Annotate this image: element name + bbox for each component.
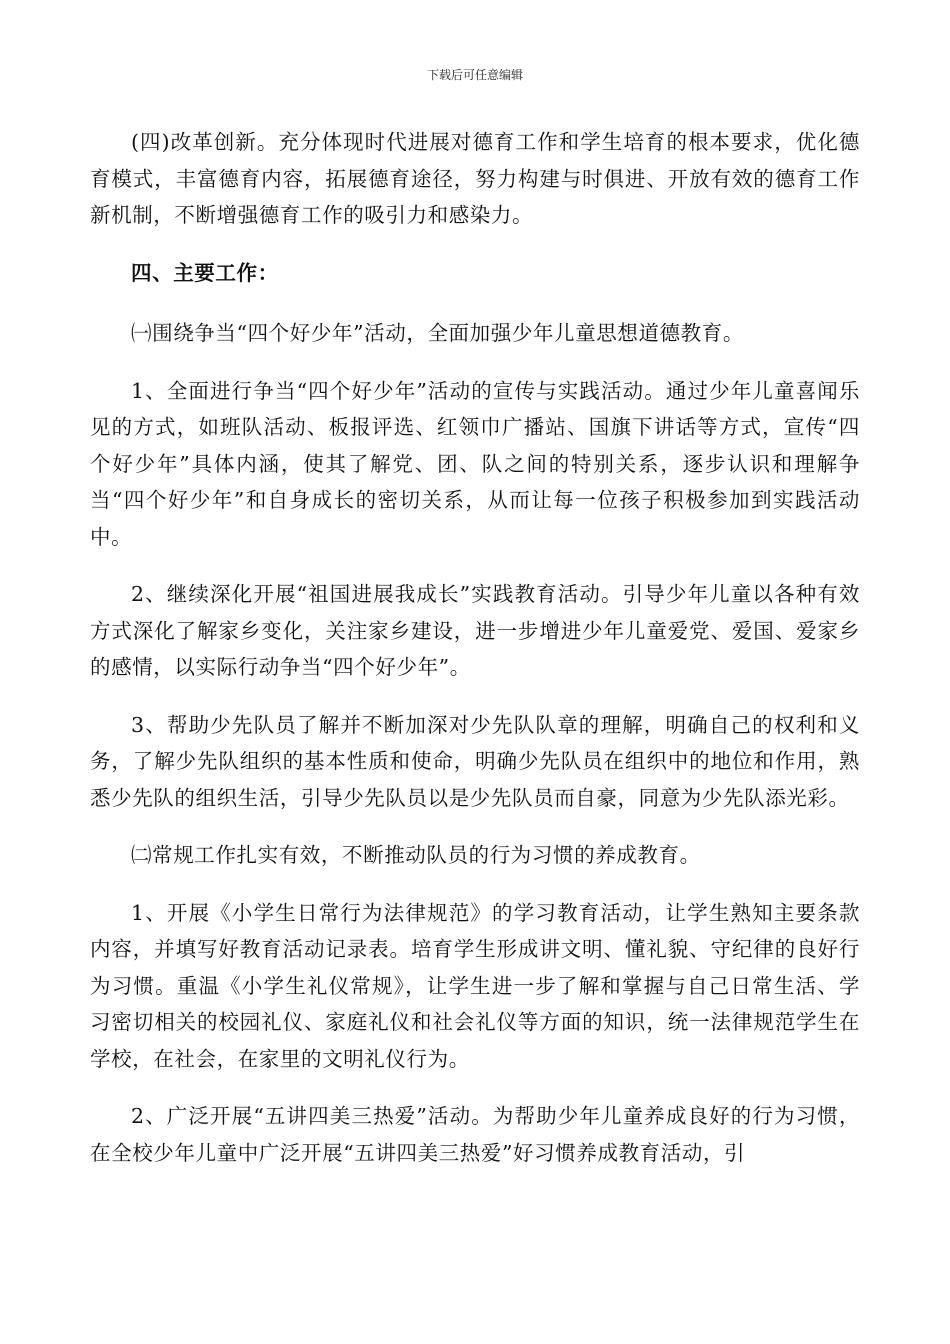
- paragraph-item-1-code-of-conduct: 1、开展《小学生日常行为法律规范》的学习教育活动，让学生熟知主要条款内容，并填写好教育活动记录表。培育学生形成讲文明、懂礼貌、守纪律的良好行为习惯。重温《小学生礼仪常规》，让学生进一步了解和掌握与自己日常生活、学习密切相关的校园礼仪、家庭礼仪和社会礼仪等方面的知识，统一法律规范学生在学校，在社会，在家里的文明礼仪行为。: [90, 900, 860, 1071]
- section-heading-main-work: 四、主要工作：: [131, 260, 279, 285]
- paragraph-reform-innovation: (四)改革创新。充分体现时代进展对德育工作和学生培育的根本要求，优化德育模式，丰富德育内容，拓展德育途径，努力构建与时俱进、开放有效的德育工作新机制，不断增强德育工作的吸引力和感染力。: [90, 130, 860, 227]
- paragraph-item-3-pioneers: 3、帮助少先队员了解并不断加深对少先队队章的理解，明确自己的权利和义务，了解少先队组织的基本性质和使命，明确少先队员在组织中的地位和作用，熟悉少先队的组织生活，引导少先队员以是少先队员而自豪，同意为少先队添光彩。: [90, 712, 860, 810]
- page-header: 下载后可任意编辑: [426, 68, 523, 82]
- subheading-routine-work: ㈡常规工作扎实有效，不断推动队员的行为习惯的养成教育。: [131, 843, 701, 867]
- paragraph-item-2-five-four-three: 2、广泛开展“五讲四美三热爱”活动。为帮助少年儿童养成良好的行为习惯，在全校少年儿童中广泛开展“五讲四美三热爱”好习惯养成教育活动，引: [90, 1104, 860, 1165]
- paragraph-item-1-promotion: 1、全面进行争当“四个好少年”活动的宣传与实践活动。通过少年儿童喜闻乐见的方式，如班队活动、板报评选、红领巾广播站、国旗下讲话等方式，宣传“四个好少年”具体内涵，使其了解党、团、队之间的特别关系，逐步认识和理解争当“四个好少年”和自身成长的密切关系，从而让每一位孩子积极参加到实践活动中。: [90, 378, 860, 549]
- document-body: [90, 124, 860, 1192]
- paragraph-item-2-motherland: 2、继续深化开展“祖国进展我成长”实践教育活动。引导少年儿童以各种有效方式深化了解家乡变化，关注家乡建设，进一步增进少年儿童爱党、爱国、爱家乡的感情，以实际行动争当“四个好少年”。: [90, 582, 860, 679]
- subheading-four-good-youth: ㈠围绕争当“四个好少年”活动，全面加强少年儿童思想道德教育。: [131, 321, 744, 345]
